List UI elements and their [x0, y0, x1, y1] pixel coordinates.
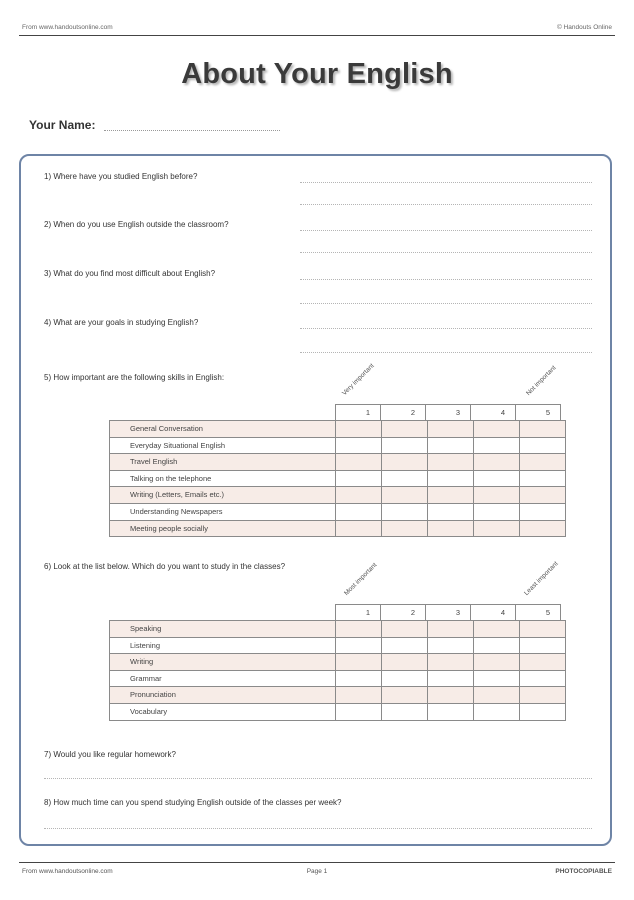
answer-line[interactable]	[44, 828, 592, 829]
rating-cell[interactable]	[520, 421, 566, 438]
rating-cell[interactable]	[474, 654, 520, 671]
question-3: 3) What do you find most difficult about English?	[44, 269, 216, 278]
rating-cell[interactable]	[520, 637, 566, 654]
rating-cell[interactable]	[474, 503, 520, 520]
question-1: 1) Where have you studied English before?	[44, 172, 198, 181]
rating-cell[interactable]	[336, 454, 382, 471]
study-label: Grammar	[110, 670, 336, 687]
scale-low-label: Very important	[341, 362, 376, 397]
table-row	[110, 687, 566, 704]
rating-cell[interactable]	[336, 470, 382, 487]
scale-number: 1	[336, 405, 381, 422]
rating-cell[interactable]	[336, 503, 382, 520]
scale-number: 1	[336, 605, 381, 622]
table-row	[110, 621, 566, 638]
answer-line[interactable]	[300, 252, 592, 253]
rating-cell[interactable]	[474, 670, 520, 687]
answer-line[interactable]	[300, 352, 592, 353]
rating-cell[interactable]	[474, 637, 520, 654]
rating-cell[interactable]	[520, 687, 566, 704]
rating-cell[interactable]	[382, 421, 428, 438]
question-8: 8) How much time can you spend studying English outside of the classes per week?	[44, 798, 342, 807]
rating-cell[interactable]	[474, 437, 520, 454]
rating-cell[interactable]	[428, 503, 474, 520]
rating-cell[interactable]	[382, 670, 428, 687]
table-row	[110, 470, 566, 487]
header-rule	[19, 35, 615, 36]
answer-line[interactable]	[44, 778, 592, 779]
rating-cell[interactable]	[520, 621, 566, 638]
answer-line[interactable]	[300, 230, 592, 231]
rating-cell[interactable]	[520, 670, 566, 687]
study-label: Pronunciation	[110, 687, 336, 704]
scale-number: 3	[426, 605, 471, 622]
scale-number: 4	[471, 605, 516, 622]
study-label: Speaking	[110, 621, 336, 638]
rating-cell[interactable]	[520, 437, 566, 454]
footer-photocopiable: PHOTOCOPIABLE	[555, 868, 612, 875]
rating-cell[interactable]	[474, 520, 520, 537]
rating-cell[interactable]	[474, 470, 520, 487]
rating-cell[interactable]	[474, 421, 520, 438]
rating-cell[interactable]	[382, 520, 428, 537]
name-field-line[interactable]	[104, 130, 280, 131]
skill-label: Everyday Situational English	[110, 437, 336, 454]
footer-source: From www.handoutsonline.com	[22, 868, 113, 875]
rating-cell[interactable]	[520, 503, 566, 520]
study-label: Vocabulary	[110, 703, 336, 720]
rating-cell[interactable]	[474, 487, 520, 504]
scale-number: 2	[381, 605, 426, 622]
rating-cell[interactable]	[428, 437, 474, 454]
rating-cell[interactable]	[336, 687, 382, 704]
table-row	[110, 637, 566, 654]
page-title: About Your English	[181, 58, 453, 90]
rating-cell[interactable]	[382, 637, 428, 654]
scale-high-label: Not important	[525, 364, 558, 397]
study-scale-header	[335, 604, 561, 622]
study-label: Listening	[110, 637, 336, 654]
study-label: Writing	[110, 654, 336, 671]
rating-cell[interactable]	[382, 621, 428, 638]
rating-cell[interactable]	[428, 487, 474, 504]
table-row	[110, 503, 566, 520]
table-row	[110, 520, 566, 537]
skill-label: Talking on the telephone	[110, 470, 336, 487]
scale-low-label: Most important	[343, 561, 379, 597]
rating-cell[interactable]	[474, 621, 520, 638]
rating-cell[interactable]	[520, 703, 566, 720]
answer-line[interactable]	[300, 303, 592, 304]
rating-cell[interactable]	[336, 621, 382, 638]
rating-cell[interactable]	[520, 454, 566, 471]
name-label: Your Name:	[29, 118, 96, 132]
answer-line[interactable]	[300, 279, 592, 280]
rating-cell[interactable]	[336, 703, 382, 720]
rating-cell[interactable]	[520, 520, 566, 537]
skill-label: Meeting people socially	[110, 520, 336, 537]
rating-cell[interactable]	[382, 703, 428, 720]
table-row	[110, 670, 566, 687]
table-row	[110, 487, 566, 504]
answer-line[interactable]	[300, 204, 592, 205]
rating-cell[interactable]	[382, 437, 428, 454]
question-2: 2) When do you use English outside the classroom?	[44, 220, 229, 229]
rating-cell[interactable]	[474, 687, 520, 704]
skills-table	[109, 420, 566, 537]
answer-line[interactable]	[300, 328, 592, 329]
rating-cell[interactable]	[428, 470, 474, 487]
rating-cell[interactable]	[474, 703, 520, 720]
rating-cell[interactable]	[428, 670, 474, 687]
table-row	[110, 437, 566, 454]
rating-cell[interactable]	[520, 654, 566, 671]
rating-cell[interactable]	[520, 470, 566, 487]
rating-cell[interactable]	[382, 503, 428, 520]
rating-cell[interactable]	[336, 637, 382, 654]
rating-cell[interactable]	[428, 454, 474, 471]
scale-number: 2	[381, 405, 426, 422]
table-row	[110, 454, 566, 471]
rating-cell[interactable]	[336, 654, 382, 671]
rating-cell[interactable]	[428, 687, 474, 704]
scale-number: 3	[426, 405, 471, 422]
rating-cell[interactable]	[428, 654, 474, 671]
question-5: 5) How important are the following skills in English:	[44, 373, 225, 382]
rating-cell[interactable]	[474, 454, 520, 471]
rating-cell[interactable]	[336, 421, 382, 438]
rating-cell[interactable]	[336, 520, 382, 537]
footer-page: Page 1	[306, 868, 328, 875]
table-row	[110, 654, 566, 671]
scale-number: 5	[516, 605, 561, 622]
table-row	[110, 421, 566, 438]
question-7: 7) Would you like regular homework?	[44, 750, 176, 759]
study-table	[109, 620, 566, 721]
skill-label: General Conversation	[110, 421, 336, 438]
rating-cell[interactable]	[382, 687, 428, 704]
scale-number: 4	[471, 405, 516, 422]
rating-cell[interactable]	[382, 487, 428, 504]
rating-cell[interactable]	[428, 703, 474, 720]
rating-cell[interactable]	[382, 470, 428, 487]
question-4: 4) What are your goals in studying English?	[44, 318, 199, 327]
skill-label: Writing (Letters, Emails etc.)	[110, 487, 336, 504]
rating-cell[interactable]	[428, 520, 474, 537]
header-copyright: © Handouts Online	[556, 24, 612, 31]
scale-high-label: Least important	[523, 560, 560, 597]
footer-rule	[19, 862, 615, 863]
rating-cell[interactable]	[336, 670, 382, 687]
rating-cell[interactable]	[336, 437, 382, 454]
rating-cell[interactable]	[428, 421, 474, 438]
rating-cell[interactable]	[428, 621, 474, 638]
rating-cell[interactable]	[336, 487, 382, 504]
rating-cell[interactable]	[382, 454, 428, 471]
table-row	[110, 703, 566, 720]
rating-cell[interactable]	[428, 637, 474, 654]
scale-number: 5	[516, 405, 561, 422]
skill-label: Travel English	[110, 454, 336, 471]
skill-label: Understanding Newspapers	[110, 503, 336, 520]
question-6: 6) Look at the list below. Which do you want to study in the classes?	[44, 562, 286, 571]
rating-cell[interactable]	[382, 654, 428, 671]
answer-line[interactable]	[300, 182, 592, 183]
header-source: From www.handoutsonline.com	[22, 24, 113, 31]
rating-cell[interactable]	[520, 487, 566, 504]
skills-scale-header	[335, 404, 561, 422]
